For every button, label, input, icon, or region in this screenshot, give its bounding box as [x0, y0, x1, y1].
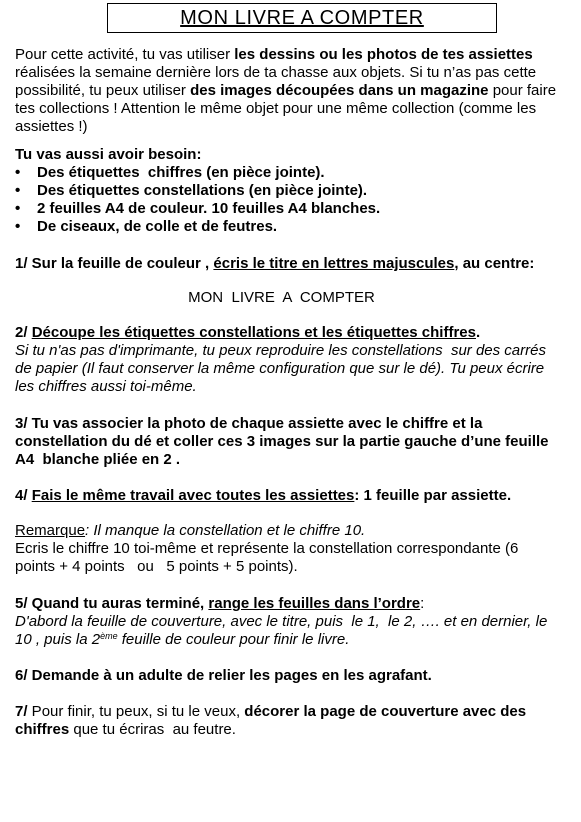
intro-line [15, 82, 575, 100]
intro-text: Pour cette activité, tu vas utiliser [15, 46, 235, 63]
intro-text: réalisées la semaine dernière lors de ta chasse aux objets. Si tu n’as pas cette [15, 64, 537, 81]
intro-text: tes collections ! Attention le même objet pour une même collection (comme les [15, 100, 537, 117]
step-5 [15, 595, 575, 649]
intro-line [15, 46, 575, 64]
intro-paragraph [15, 46, 575, 136]
intro-line [15, 100, 575, 118]
step-text: : 1 feuille par assiette. [354, 487, 512, 504]
remark-text: : Il manque la constellation et le chiffre 10. [85, 522, 366, 539]
step-note-text: 10 , puis la 2 [15, 631, 101, 648]
step-text: 3/ Tu vas associer la photo de chaque assiette avec le chiffre et la [15, 415, 483, 432]
intro-text: assiettes !) [15, 118, 88, 135]
step-2-note-line [15, 378, 575, 396]
materials-item-text: Des étiquettes constellations (en pièce jointe). [37, 182, 368, 199]
step-7-line [15, 721, 575, 739]
intro-line [15, 64, 575, 82]
remark-text: Ecris le chiffre 10 toi-même et représente la constellation correspondante (6 [15, 540, 519, 557]
step-note-text: Si tu n'as pas d'imprimante, tu peux reproduire les constellations sur des carrés [15, 342, 546, 359]
step-text: que tu écriras au feutre. [69, 721, 236, 738]
step-emphasis: décorer la page de couverture avec des [244, 703, 527, 720]
step-5-note-line [15, 631, 575, 649]
step-text: 6/ Demande à un adulte de relier les pages en les agrafant. [15, 667, 432, 684]
step-7-line [15, 703, 575, 721]
step-4 [15, 487, 575, 505]
materials-item [15, 164, 575, 182]
materials-item-text: 2 feuilles A4 de couleur. 10 feuilles A4 blanches. [37, 200, 381, 217]
step-6 [15, 667, 575, 685]
step-note-text: D'abord la feuille de couverture, avec le titre, puis le 1, le 2, …. et en dernier, le [15, 613, 548, 630]
step-underlined-text: Découpe les étiquettes constellations et les étiquettes chiffres [31, 324, 476, 341]
bullet: • [15, 200, 21, 217]
step-text: . [475, 324, 481, 341]
materials-heading-line [15, 146, 575, 164]
step-5-line [15, 595, 575, 613]
step-underlined-text: Fais le même travail avec toutes les assiettes [31, 487, 355, 504]
intro-emphasis: des images découpées dans un magazine [190, 82, 489, 99]
step-2-note-line [15, 342, 575, 360]
intro-line [15, 118, 575, 136]
step-note-text: de papier (Il faut conserver la même configuration que sur le dé). Tu peux écrire [15, 360, 545, 377]
step-emphasis: chiffres [15, 721, 70, 738]
step-4-line [15, 487, 575, 505]
materials-item-text: Des étiquettes chiffres (en pièce jointe). [37, 164, 325, 181]
step-7 [15, 703, 575, 739]
step-3 [15, 415, 575, 469]
book-title-line [15, 289, 548, 307]
bullet: • [15, 218, 21, 235]
step-text: 2/ [15, 324, 32, 341]
intro-emphasis: les dessins ou les photos de tes assiettes [234, 46, 533, 63]
intro-text: possibilité, tu peux utiliser [15, 82, 191, 99]
materials-heading: Tu vas aussi avoir besoin: [15, 146, 202, 163]
materials-item [15, 182, 575, 200]
materials-item [15, 200, 575, 218]
step-text: A4 blanche pliée en 2 . [15, 451, 181, 468]
materials-section [15, 146, 575, 236]
step-text: 1/ Sur la feuille de couleur , [15, 255, 214, 272]
step-underlined-text: range les feuilles dans l’ordre [208, 595, 421, 612]
book-title-example [15, 289, 548, 307]
step-1 [15, 255, 575, 273]
step-5-note-line [15, 613, 575, 631]
step-3-line [15, 415, 575, 433]
step-6-line [15, 667, 575, 685]
materials-item-text: De ciseaux, de colle et de feutres. [37, 218, 278, 235]
step-3-line [15, 433, 575, 451]
remark-label: Remarque [15, 522, 86, 539]
materials-item [15, 218, 575, 236]
step-2-note-line [15, 360, 575, 378]
step-2-line [15, 324, 575, 342]
step-note-text: feuille de couleur pour finir le livre. [117, 631, 350, 648]
step-2 [15, 324, 575, 396]
step-text: constellation du dé et coller ces 3 images sur la partie gauche d’une feuille [15, 433, 549, 450]
step-1-line [15, 255, 575, 273]
remark-line [15, 558, 575, 576]
document-title: MON LIVRE A COMPTER [180, 7, 424, 29]
bullet: • [15, 164, 21, 181]
step-number: 7/ [15, 703, 28, 720]
title-box [107, 3, 497, 33]
step-text: , au centre: [454, 255, 535, 272]
step-text: Pour finir, tu peux, si tu le veux, [27, 703, 245, 720]
step-text: 5/ Quand tu auras terminé, [15, 595, 209, 612]
step-note-text: les chiffres aussi toi-même. [15, 378, 197, 395]
remark-text: points + 4 points ou 5 points + 5 points). [15, 558, 298, 575]
remark-line [15, 540, 575, 558]
remark-line [15, 522, 575, 540]
bullet: • [15, 182, 21, 199]
step-3-line [15, 451, 575, 469]
step-underlined-text: écris le titre en lettres majuscules [213, 255, 455, 272]
step-text: 4/ [15, 487, 32, 504]
book-title: MON LIVRE A COMPTER [188, 289, 375, 306]
intro-text: pour faire [488, 82, 557, 99]
remark [15, 522, 575, 576]
ordinal-superscript: ème [100, 631, 118, 641]
step-text: : [420, 595, 425, 612]
